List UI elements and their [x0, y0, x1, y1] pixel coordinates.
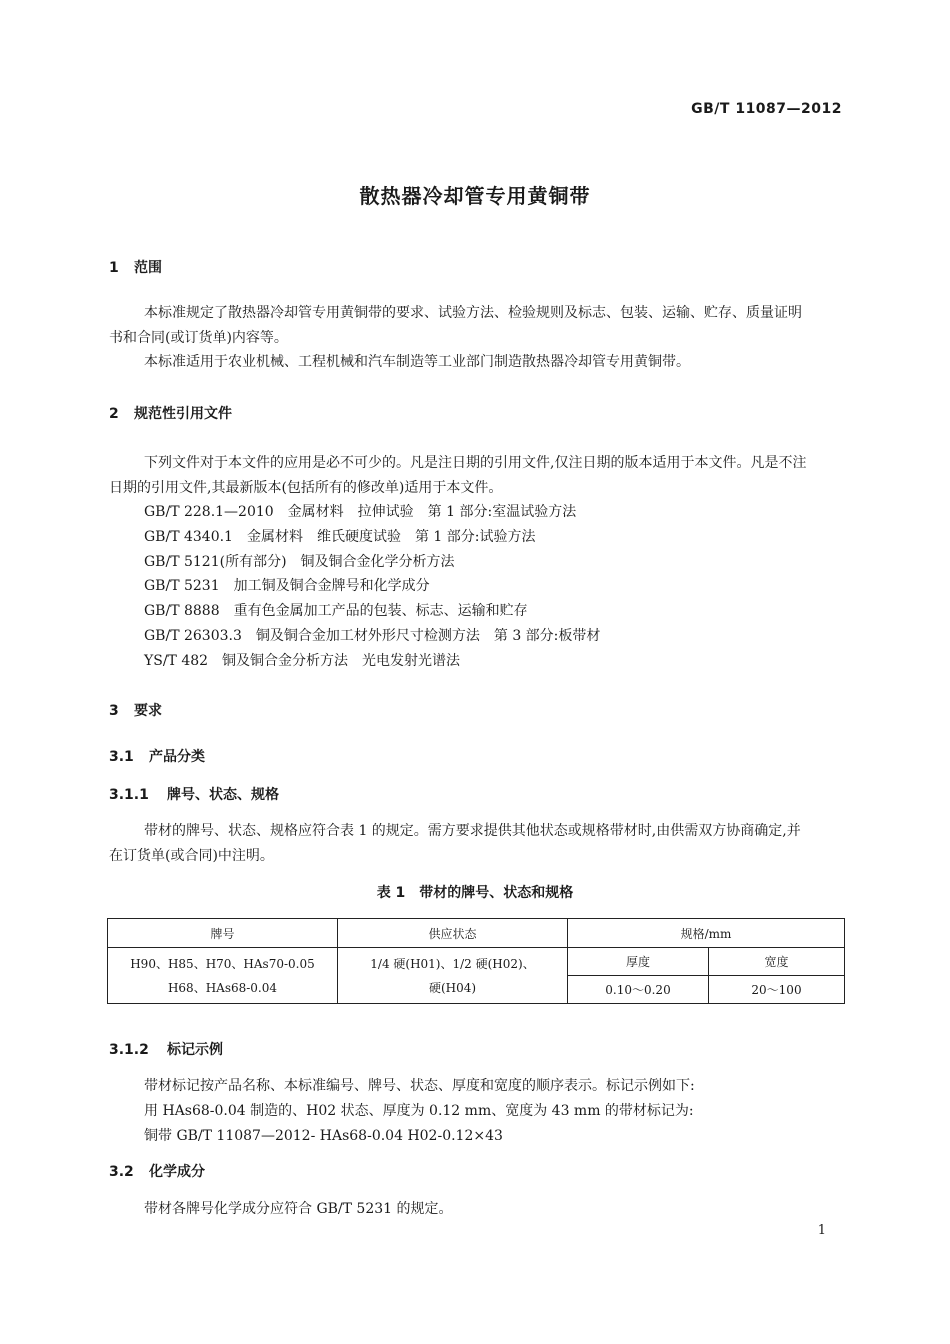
grade-line: H68、HAs68-0.04: [167, 980, 278, 995]
grade-line: H90、H85、H70、HAs70-0.05: [130, 956, 315, 971]
section-number: 3.2: [109, 1164, 134, 1180]
section-3-1-2-heading: [109, 1039, 223, 1059]
section-number: 3.1.2: [109, 1042, 149, 1058]
section-3-1-heading: [109, 746, 205, 766]
section-1-paragraph-1: 本标准规定了散热器冷却管专用黄铜带的要求、试验方法、检验规则及标志、包装、运输、贮存、质量证明书和合同(或订货单)内容等。: [109, 305, 802, 346]
section-number: 1: [109, 260, 119, 276]
standard-code: GB/T 11087—2012: [691, 101, 842, 117]
section-number: 3.1.1: [109, 787, 149, 803]
cell-temper: [338, 948, 568, 1004]
section-title: 要求: [134, 703, 162, 719]
section-3-1-1-paragraph: 带材的牌号、状态、规格应符合表 1 的规定。需方要求提供其他状态或规格带材时,由供需双方协商确定,并在订货单(或合同)中注明。: [109, 823, 801, 864]
temper-line: 1/4 硬(H01)、1/2 硬(H02)、: [370, 956, 535, 971]
document-title: 散热器冷却管专用黄铜带: [359, 184, 591, 208]
section-3-heading: [109, 700, 162, 720]
section-number: 2: [109, 406, 119, 422]
section-number: 3: [109, 703, 119, 719]
cell-width: 20～100: [709, 976, 845, 1004]
normative-reference: GB/T 8888 重有色金属加工产品的包装、标志、运输和贮存: [144, 603, 528, 619]
normative-reference: GB/T 5231 加工铜及铜合金牌号和化学成分: [144, 578, 430, 594]
section-3-2-paragraph: 带材各牌号化学成分应符合 GB/T 5231 的规定。: [144, 1201, 453, 1217]
header-thickness: 厚度: [568, 948, 709, 976]
section-title: 规范性引用文件: [134, 406, 232, 422]
marking-example-line: 铜带 GB/T 11087—2012- HAs68-0.04 H02-0.12×43: [144, 1128, 503, 1144]
page-number: 1: [817, 1223, 826, 1238]
section-title: 标记示例: [167, 1042, 223, 1058]
table-1-caption: 表 1 带材的牌号、状态和规格: [376, 885, 574, 901]
section-number: 3.1: [109, 749, 134, 765]
section-1-paragraph-2: 本标准适用于农业机械、工程机械和汽车制造等工业部门制造散热器冷却管专用黄铜带。: [144, 354, 690, 370]
header-temper: 供应状态: [338, 919, 568, 948]
header-spec: 规格/mm: [568, 919, 845, 948]
normative-reference: GB/T 4340.1 金属材料 维氏硬度试验 第 1 部分:试验方法: [144, 529, 536, 545]
header-width: 宽度: [709, 948, 845, 976]
section-title: 牌号、状态、规格: [167, 787, 279, 803]
normative-reference: GB/T 228.1—2010 金属材料 拉伸试验 第 1 部分:室温试验方法: [144, 504, 577, 520]
cell-grade: [108, 948, 338, 1004]
section-2-heading: [109, 403, 232, 423]
section-3-1-1-heading: [109, 784, 279, 804]
section-title: 化学成分: [149, 1164, 205, 1180]
section-2-paragraph-1: 下列文件对于本文件的应用是必不可少的。凡是注日期的引用文件,仅注日期的版本适用于本文件。凡是不注日期的引用文件,其最新版本(包括所有的修改单)适用于本文件。: [109, 455, 807, 496]
table-1: [107, 918, 845, 1004]
section-1-heading: [109, 257, 162, 277]
section-title: 产品分类: [149, 749, 205, 765]
section-3-2-heading: [109, 1161, 205, 1181]
marking-example-line: 用 HAs68-0.04 制造的、H02 状态、厚度为 0.12 mm、宽度为 43 mm 的带材标记为:: [144, 1103, 694, 1119]
normative-reference: GB/T 5121(所有部分) 铜及铜合金化学分析方法: [144, 554, 455, 570]
cell-thickness: 0.10～0.20: [568, 976, 709, 1004]
normative-reference: YS/T 482 铜及铜合金分析方法 光电发射光谱法: [144, 653, 461, 669]
marking-example-line: 带材标记按产品名称、本标准编号、牌号、状态、厚度和宽度的顺序表示。标记示例如下:: [144, 1078, 695, 1094]
normative-reference: GB/T 26303.3 铜及铜合金加工材外形尺寸检测方法 第 3 部分:板带材: [144, 628, 601, 644]
section-title: 范围: [134, 260, 162, 276]
header-grade: 牌号: [108, 919, 338, 948]
temper-line: 硬(H04): [428, 980, 477, 995]
